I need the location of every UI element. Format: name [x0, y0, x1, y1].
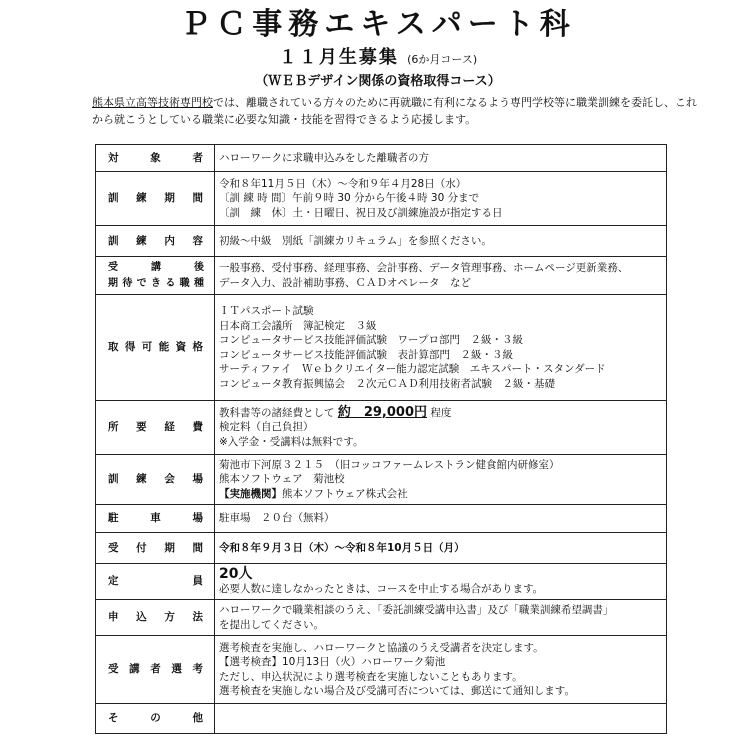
cost-amount: 約 29,000円: [337, 404, 428, 420]
label-jobs: [96, 257, 215, 295]
row-venue: [96, 455, 667, 505]
label-apply: 申 込 方 法: [96, 600, 215, 636]
row-content: [96, 226, 667, 257]
value-line: 令和８年11月５日（木）～令和９年４月28日（水）: [219, 177, 467, 190]
value-line: 初級～中級 別紙「訓練カリキュラム」を参照ください。: [219, 234, 492, 247]
value-venue: [215, 455, 667, 505]
value-line: 検定料（自己負担）: [219, 421, 314, 434]
value-line: 菊池市下河原３２１５ （旧コッコファームレストラン健食館内研修室）: [219, 458, 560, 471]
row-cost: [96, 401, 667, 455]
value-line: データ入力、設計補助事務、ＣＡＤオペレータ など: [219, 276, 471, 289]
capacity-count: 20人: [219, 566, 253, 582]
label-selection: 受講者選考: [96, 636, 215, 704]
value-period: [215, 172, 667, 226]
row-parking: [96, 505, 667, 533]
value-line: ※入学金・受講料は無料です。: [219, 435, 364, 448]
page-title: ＰＣ事務エキスパート科: [180, 7, 576, 42]
value-line: コンピュータサービス技能評価試験 ワープロ部門 ２級・３級: [219, 334, 523, 346]
label-jobs-line2: 期待できる職種: [108, 277, 204, 289]
value-line: 選考検査を実施し、ハローワークと協議のうえ受講者を決定します。: [219, 641, 544, 654]
course-category: （ＷＥＢデザイン関係の資格取得コース）: [255, 74, 501, 89]
org-tag: 【実施機関】: [219, 487, 282, 500]
intro-text: では、離職されている方々のために再就職に有利になるよう専門学校等に職業訓練を委託し、これから就こうとしている職業に必要な知識・技能を習得できるよう応援します。: [92, 96, 697, 126]
row-apply: [96, 600, 667, 636]
value-line: を提出してください。: [219, 618, 324, 631]
value-line: 令和８年９月３日（木）～令和８年10月５日（月）: [219, 541, 465, 554]
row-reception: [96, 533, 667, 564]
value-other: [215, 704, 667, 734]
venue-org-line: [219, 487, 662, 502]
value-line: ハローワークに求職申込みをした離職者の方: [219, 151, 429, 164]
value-line: サーティファイ Ｗｅｂクリエイター能力認定試験 エキスパート・スタンダード: [219, 363, 606, 375]
cost-line: [219, 406, 662, 421]
row-jobs: [96, 257, 667, 295]
value-line: 必要人数に達しなかったときは、コースを中止する場合があります。: [219, 582, 544, 595]
cost-prefix: 教科書等の諸経費として: [219, 406, 335, 419]
value-content: [215, 226, 667, 257]
value-line: コンピュータサービス技能評価試験 表計算部門 ２級・３級: [219, 348, 513, 361]
label-period: 訓 練 期 間: [96, 172, 215, 226]
value-line: ただし、申込状況により選考検査を実施しないこともあります。: [219, 670, 523, 683]
label-target: 対 象 者: [96, 145, 215, 172]
course-info-table: [95, 144, 667, 734]
recruitment-subtitle: [0, 46, 756, 72]
value-cost: [215, 401, 667, 455]
value-line: ハローワークで職業相談のうえ、「委託訓練受講申込書」及び「職業訓練希望調書」: [219, 604, 614, 616]
row-capacity: [96, 564, 667, 600]
value-line: ＩＴパスポート試験: [219, 305, 314, 317]
row-period: [96, 172, 667, 226]
value-line: 一般事務、受付事務、経理事務、会計事務、データ管理事務、ホームページ更新業務、: [219, 262, 629, 274]
org-name: 熊本ソフトウェア株式会社: [282, 487, 408, 500]
label-parking: 駐 車 場: [96, 505, 215, 533]
value-line: 日本商工会議所 簿記検定 ３級: [219, 319, 377, 332]
label-venue: 訓 練 会 場: [96, 455, 215, 505]
label-jobs-line1: 受 講 後: [108, 261, 204, 273]
recruitment-month: １１月生募集: [278, 47, 399, 68]
value-parking: [215, 505, 667, 533]
row-other: [96, 704, 667, 734]
label-other: そ の 他: [96, 704, 215, 734]
label-content: 訓 練 内 容: [96, 226, 215, 257]
school-name: 熊本県立高等技術専門校: [92, 96, 213, 109]
value-line: 〔訓 練 時 間〕午前９時 30 分から午後４時 30 分まで: [219, 192, 480, 205]
value-line: 〔訓 練 休〕土・日曜日、祝日及び訓練施設が指定する日: [219, 206, 503, 219]
value-selection: [215, 636, 667, 704]
value-line: 熊本ソフトウェア 菊池校: [219, 473, 345, 486]
value-jobs: [215, 257, 667, 295]
value-line: コンピュータ教育振興協会 ２次元ＣＡＤ利用技術者試験 ２級・基礎: [219, 377, 555, 390]
value-line: 駐車場 ２０台（無料）: [219, 512, 335, 525]
value-line: 選考検査を実施しない場合及び受講可否については、郵送にて通知します。: [219, 685, 575, 697]
label-cost: 所 要 経 費: [96, 401, 215, 455]
value-target: [215, 145, 667, 172]
intro-paragraph: [92, 94, 702, 128]
cost-suffix: 程度: [430, 406, 452, 419]
value-reception: [215, 533, 667, 564]
row-quals: [96, 295, 667, 401]
label-reception: 受 付 期 間: [96, 533, 215, 564]
course-length-note: (6か月コース): [407, 53, 478, 66]
row-target: [96, 145, 667, 172]
value-apply: [215, 600, 667, 636]
value-quals: [215, 295, 667, 401]
value-capacity: [215, 564, 667, 600]
row-selection: [96, 636, 667, 704]
label-quals: 取得可能資格: [96, 295, 215, 401]
label-capacity: 定 員: [96, 564, 215, 600]
value-line: 【選考検査】10月13日（火）ハローワーク菊池: [219, 656, 446, 668]
